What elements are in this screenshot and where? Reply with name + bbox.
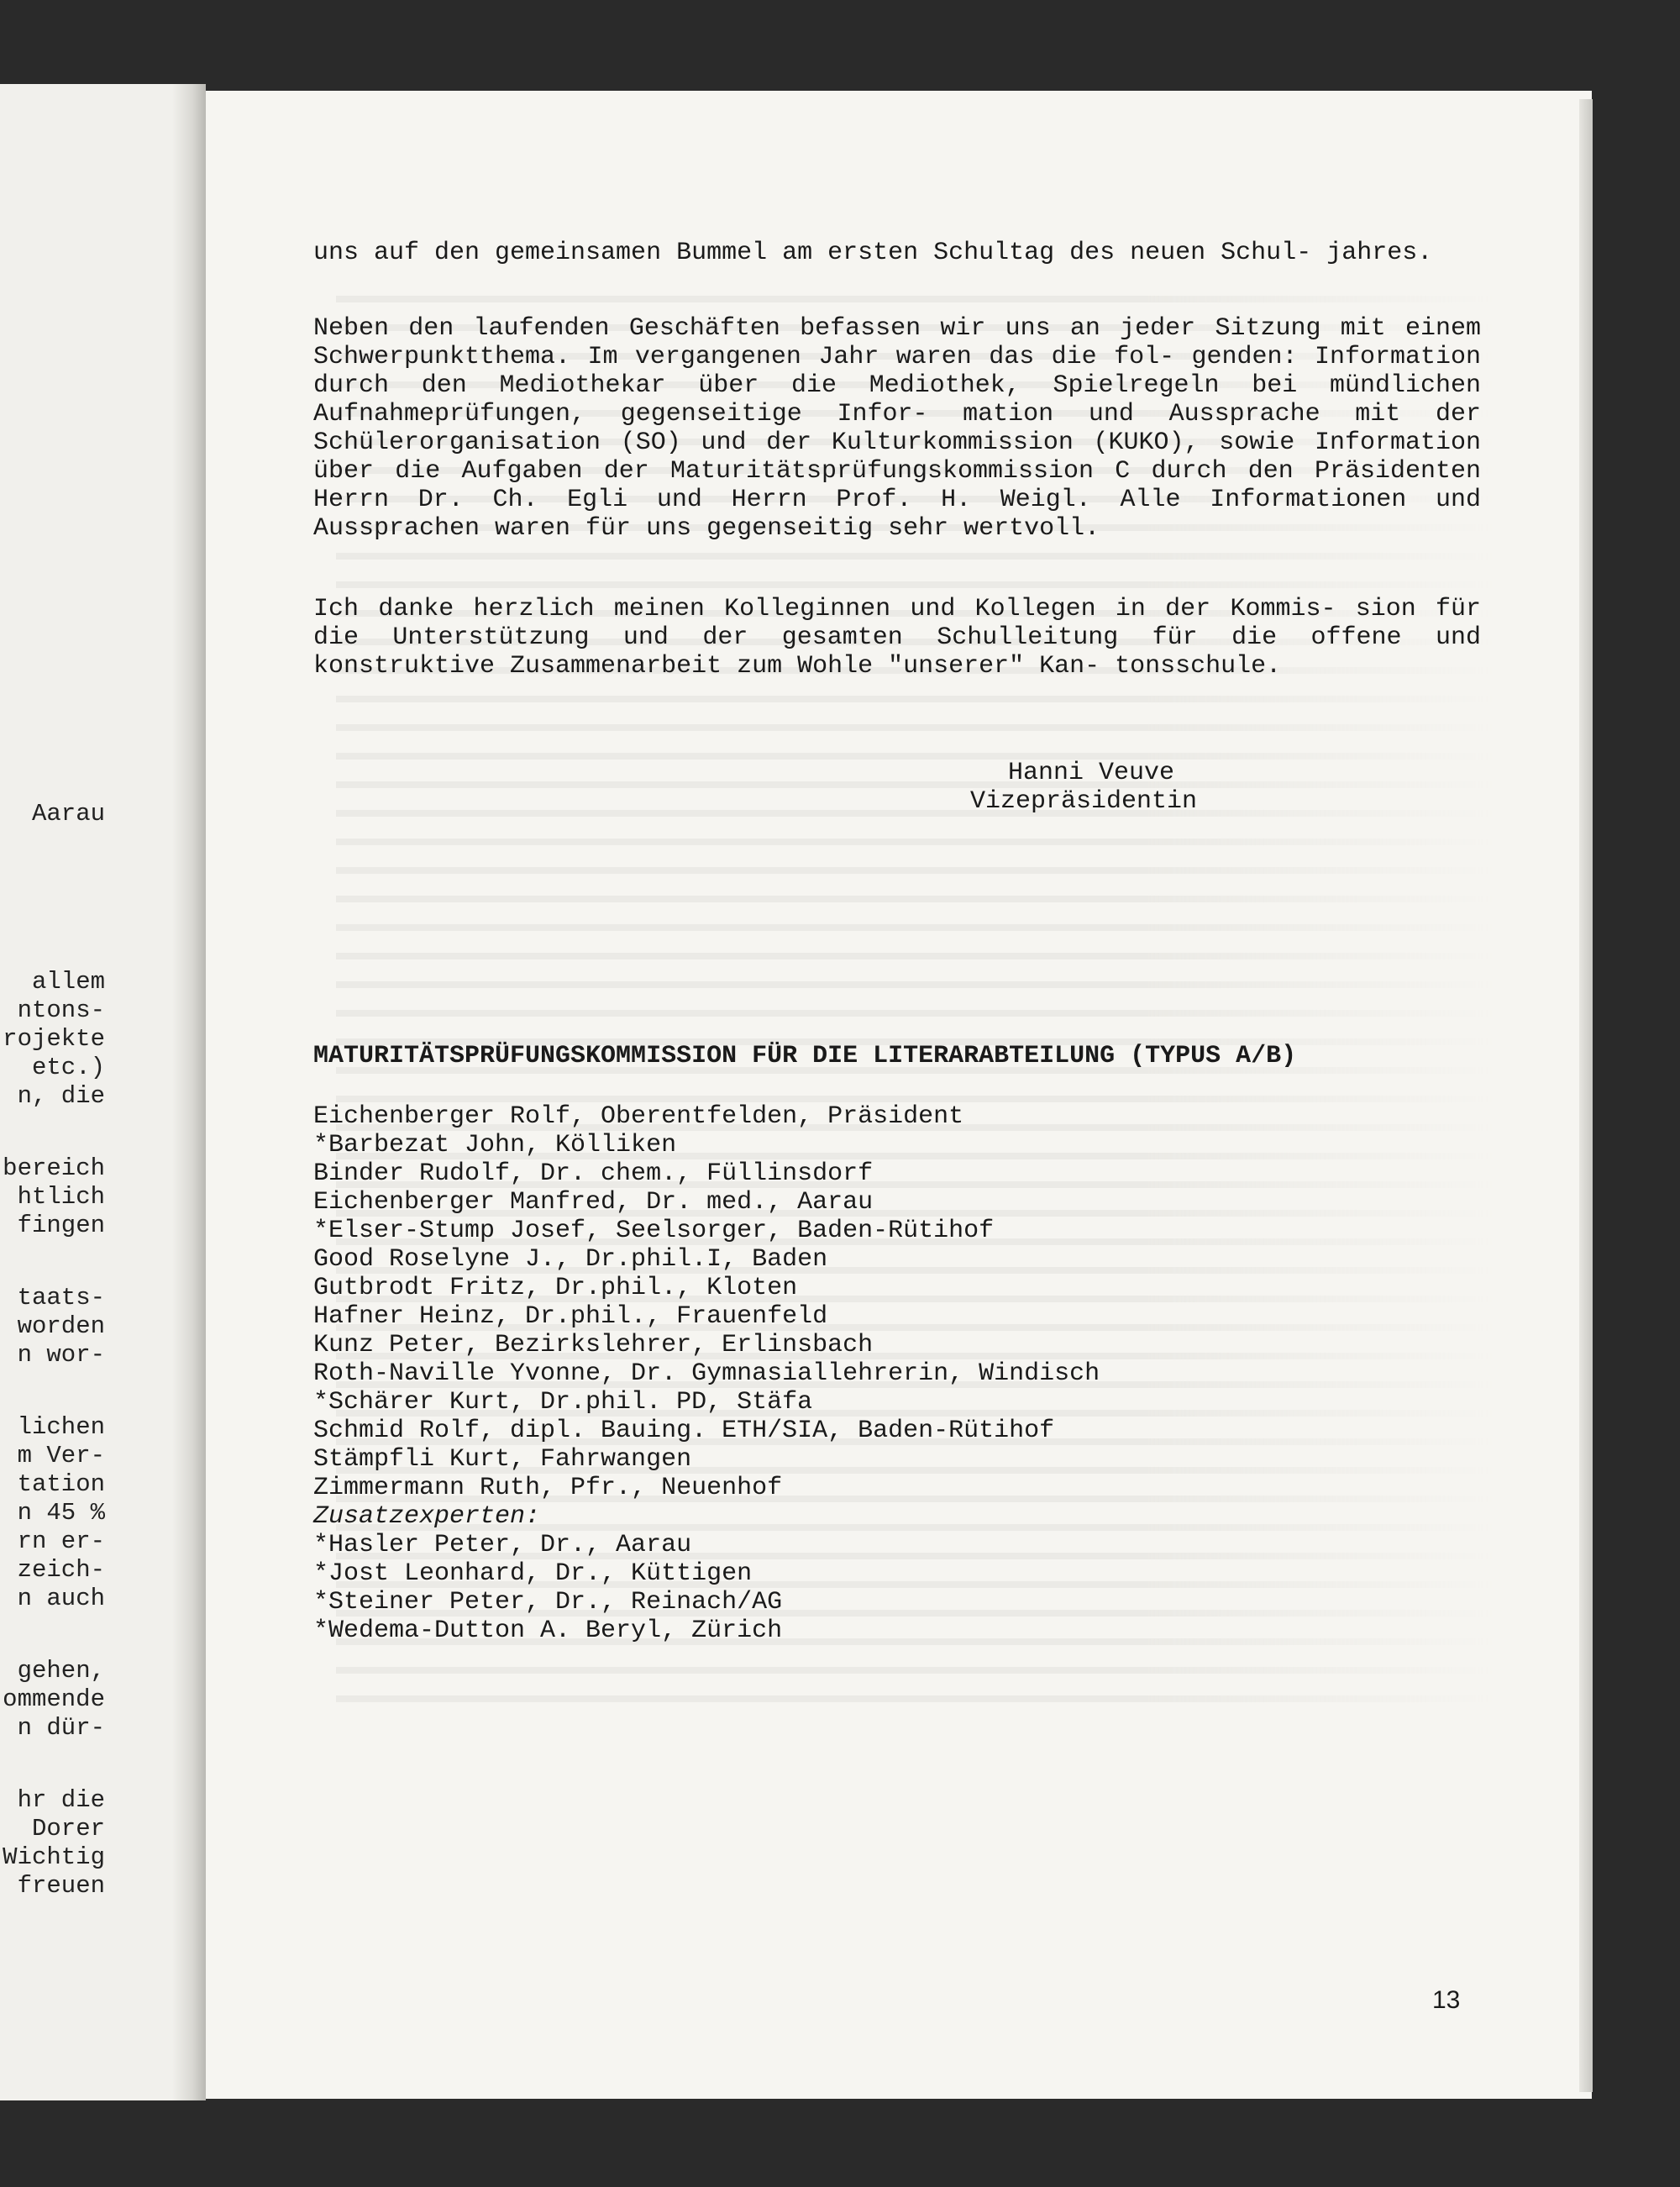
book-gutter bbox=[172, 84, 206, 2100]
expert-entry: *Wedema-Dutton A. Beryl, Zürich bbox=[313, 1617, 783, 1645]
member-entry: Stämpfli Kurt, Fahrwangen bbox=[313, 1445, 692, 1474]
paragraph-focus-topics: Neben den laufenden Geschäften befassen wir uns an jeder Sitzung mit einem Schwerpunktthema. Im vergangenen Jahr waren das die fol- genden: Information durch den Mediothekar über die Mediothek, Spielregeln bei mündlichen Aufnahmeprüfungen, gegenseitige Infor- mation und Aussprache mit der Schülerorganisation (SO) und der Kulturkommission (KUKO), sowie Information über die Aufgaben der Maturitätsprüfungskommission C durch den Präsidenten Herrn Dr. Ch. Egli und Herrn Prof. H. Weigl. Alle Informationen und Aussprachen waren für uns gegenseitig sehr wertvoll. bbox=[313, 314, 1481, 543]
commission-heading: MATURITÄTSPRÜFUNGSKOMMISSION FÜR DIE LITERARABTEILUNG (TYPUS A/B) bbox=[313, 1042, 1297, 1070]
member-entry: Schmid Rolf, dipl. Bauing. ETH/SIA, Baden-Rütihof bbox=[313, 1417, 1055, 1445]
left-page-fragment: etc.) bbox=[31, 1054, 105, 1081]
paragraph-thanks: Ich danke herzlich meinen Kolleginnen und Kollegen in der Kommis- sion für die Unterstützung und der gesamten Schulleitung für die offene und konstruktive Zusammenarbeit zum Wohle "unserer" Kan- tonsschule. bbox=[313, 595, 1481, 681]
page-edge bbox=[1579, 99, 1593, 2092]
left-page-fragment: n auch bbox=[17, 1585, 105, 1612]
left-page-fragment: rn er- bbox=[17, 1527, 105, 1555]
left-page-fragment: worden bbox=[17, 1312, 105, 1340]
commission-member-list bbox=[313, 1102, 1100, 1645]
left-page-fragment: freuen bbox=[17, 1872, 105, 1900]
left-page-fragment: Dorer bbox=[31, 1815, 105, 1843]
left-page-fragment: ommende bbox=[3, 1685, 105, 1713]
left-page-fragment: n dür- bbox=[17, 1714, 105, 1742]
experts-label: Zusatzexperten: bbox=[313, 1502, 541, 1531]
left-page-fragment: n 45 % bbox=[17, 1499, 105, 1527]
member-entry: Kunz Peter, Bezirkslehrer, Erlinsbach bbox=[313, 1331, 874, 1359]
expert-entry: *Steiner Peter, Dr., Reinach/AG bbox=[313, 1588, 783, 1617]
left-page-fragment: hr die bbox=[17, 1786, 105, 1814]
left-page-fragment: Wichtig bbox=[3, 1843, 105, 1871]
left-page-fragment: gehen, bbox=[17, 1657, 105, 1685]
signature-role: Vizepräsidentin bbox=[970, 787, 1198, 816]
left-page-fragment: Aarau bbox=[31, 800, 105, 828]
expert-entry: *Hasler Peter, Dr., Aarau bbox=[313, 1531, 692, 1559]
left-page-fragment: fingen bbox=[17, 1212, 105, 1239]
member-entry: Binder Rudolf, Dr. chem., Füllinsdorf bbox=[313, 1159, 874, 1188]
member-entry: *Elser-Stump Josef, Seelsorger, Baden-Rütihof bbox=[313, 1217, 995, 1245]
member-entry: Gutbrodt Fritz, Dr.phil., Kloten bbox=[313, 1274, 798, 1302]
left-page-fragment: allem bbox=[31, 968, 105, 996]
member-entry: Good Roselyne J., Dr.phil.I, Baden bbox=[313, 1245, 828, 1274]
member-entry: *Schärer Kurt, Dr.phil. PD, Stäfa bbox=[313, 1388, 813, 1417]
member-entry: *Barbezat John, Kölliken bbox=[313, 1131, 677, 1159]
member-entry: Roth-Naville Yvonne, Dr. Gymnasiallehrerin, Windisch bbox=[313, 1359, 1100, 1388]
signature-name: Hanni Veuve bbox=[1008, 759, 1175, 787]
left-page-fragment: ntons- bbox=[17, 996, 105, 1024]
member-entry: Zimmermann Ruth, Pfr., Neuenhof bbox=[313, 1474, 783, 1502]
left-page-fragment: n, die bbox=[17, 1082, 105, 1110]
member-entry: Eichenberger Rolf, Oberentfelden, Präsident bbox=[313, 1102, 964, 1131]
paragraph-continuation: uns auf den gemeinsamen Bummel am ersten Schultag des neuen Schul- jahres. bbox=[313, 239, 1433, 267]
page-number: 13 bbox=[1432, 1986, 1461, 2014]
left-page-fragment: taats- bbox=[17, 1284, 105, 1312]
left-page-fragment: n wor- bbox=[17, 1341, 105, 1369]
left-page-fragment: lichen bbox=[17, 1413, 105, 1441]
left-page-fragment: zeich- bbox=[17, 1556, 105, 1584]
left-page-fragment: m Ver- bbox=[17, 1442, 105, 1469]
expert-entry: *Jost Leonhard, Dr., Küttigen bbox=[313, 1559, 753, 1588]
left-page-fragment: rojekte bbox=[3, 1025, 105, 1053]
member-entry: Eichenberger Manfred, Dr. med., Aarau bbox=[313, 1188, 874, 1217]
left-page-fragment: tation bbox=[17, 1470, 105, 1498]
left-page-fragment: bereich bbox=[3, 1154, 105, 1182]
member-entry: Hafner Heinz, Dr.phil., Frauenfeld bbox=[313, 1302, 828, 1331]
left-page-fragment: htlich bbox=[17, 1183, 105, 1211]
